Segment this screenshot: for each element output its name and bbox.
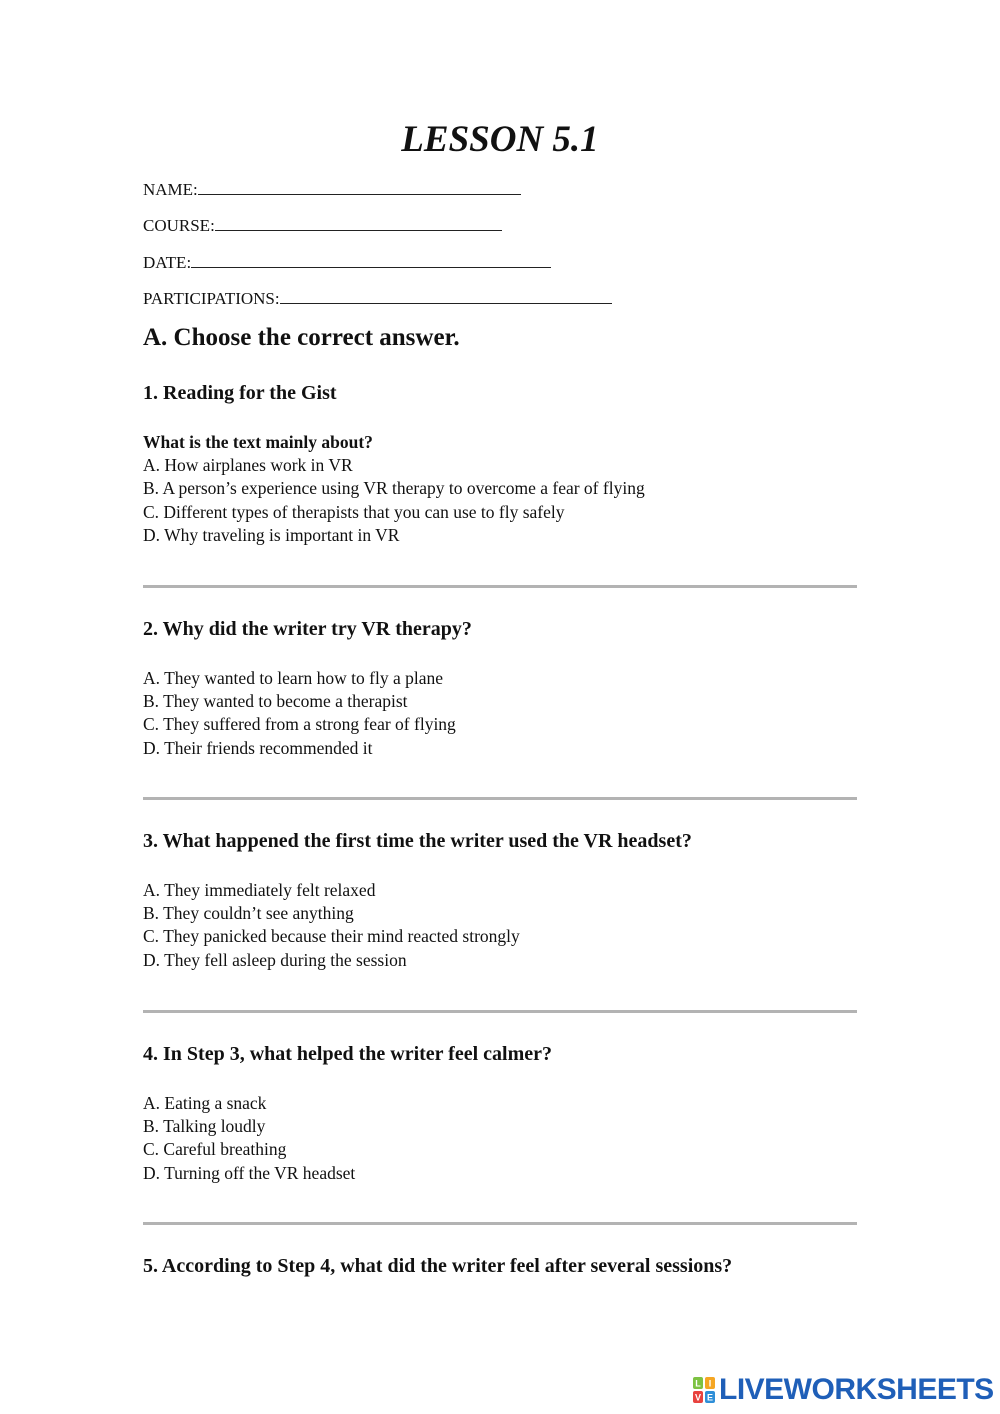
- option-2c[interactable]: C. They suffered from a strong fear of flying: [143, 714, 456, 735]
- name-label: NAME:: [143, 180, 198, 199]
- logo-blocks-icon: [693, 1377, 715, 1403]
- participations-label: PARTICIPATIONS:: [143, 289, 280, 308]
- course-blank[interactable]: [215, 216, 502, 231]
- course-label: COURSE:: [143, 216, 215, 235]
- question-heading-3: 3. What happened the first time the writer used the VR headset?: [143, 830, 692, 852]
- logo-letter-v: V: [694, 1392, 702, 1403]
- option-2b[interactable]: B. They wanted to become a therapist: [143, 691, 408, 712]
- question-prompt-1: What is the text mainly about?: [143, 432, 373, 452]
- option-2d[interactable]: D. Their friends recommended it: [143, 737, 373, 758]
- option-4c[interactable]: C. Careful breathing: [143, 1139, 287, 1160]
- date-blank[interactable]: [191, 253, 551, 268]
- divider-2: [143, 797, 857, 800]
- option-1b[interactable]: B. A person’s experience using VR therapy to overcome a fear of flying: [143, 478, 645, 499]
- date-field: [143, 253, 551, 273]
- liveworksheets-logo-icon: [693, 1377, 715, 1403]
- liveworksheets-brand: LIVEWORKSHEETS: [719, 1373, 994, 1406]
- divider-1: [143, 585, 857, 588]
- question-heading-4: 4. In Step 3, what helped the writer feel calmer?: [143, 1043, 553, 1065]
- option-4b[interactable]: B. Talking loudly: [143, 1116, 266, 1137]
- option-3a[interactable]: A. They immediately felt relaxed: [143, 880, 376, 900]
- question-heading-5: 5. According to Step 4, what did the writer feel after several sessions?: [143, 1255, 733, 1277]
- question-heading-1: 1. Reading for the Gist: [143, 382, 337, 404]
- logo-letter-i: I: [708, 1378, 712, 1389]
- name-blank[interactable]: [198, 180, 521, 195]
- participations-blank[interactable]: [280, 289, 612, 304]
- divider-4: [143, 1222, 857, 1225]
- option-1a[interactable]: A. How airplanes work in VR: [143, 455, 353, 476]
- question-options-2: [143, 667, 456, 760]
- logo-letter-l: L: [695, 1378, 701, 1389]
- divider-3: [143, 1010, 857, 1013]
- page-title: LESSON 5.1: [401, 119, 599, 160]
- option-1c[interactable]: C. Different types of therapists that you can use to fly safely: [143, 501, 565, 522]
- option-4a[interactable]: A. Eating a snack: [143, 1093, 267, 1113]
- option-2a[interactable]: A. They wanted to learn how to fly a plane: [143, 668, 444, 688]
- question-options-1: [143, 431, 645, 547]
- option-4d[interactable]: D. Turning off the VR headset: [143, 1162, 356, 1183]
- section-title: A. Choose the correct answer.: [143, 324, 460, 351]
- course-field: [143, 216, 502, 236]
- question-options-3: [143, 879, 520, 972]
- date-label: DATE:: [143, 253, 192, 272]
- name-field: [143, 180, 521, 200]
- option-3b[interactable]: B. They couldn’t see anything: [143, 903, 354, 924]
- logo-letter-e: E: [706, 1392, 714, 1403]
- question-heading-2: 2. Why did the writer try VR therapy?: [143, 618, 472, 640]
- option-3d[interactable]: D. They fell asleep during the session: [143, 949, 407, 970]
- question-options-4: [143, 1092, 355, 1185]
- option-3c[interactable]: C. They panicked because their mind reacted strongly: [143, 926, 520, 947]
- participations-field: [143, 289, 612, 309]
- option-1d[interactable]: D. Why traveling is important in VR: [143, 524, 400, 545]
- liveworksheets-logo: [693, 1374, 994, 1406]
